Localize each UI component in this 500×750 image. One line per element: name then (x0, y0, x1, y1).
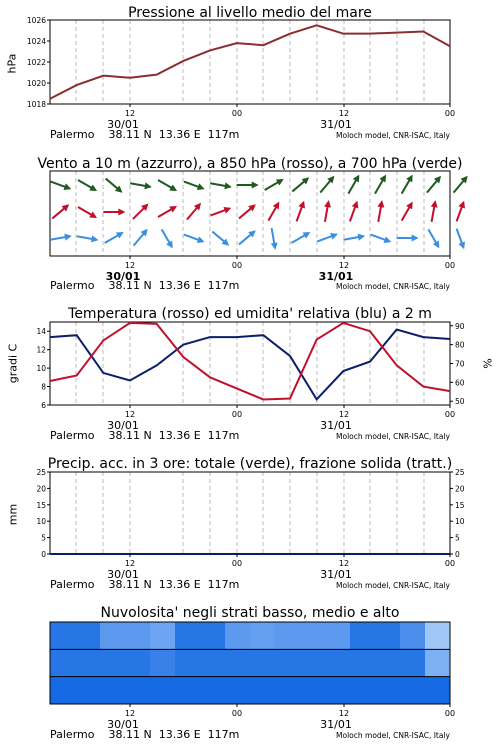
precip-xtick-label: 12 (338, 559, 350, 568)
cloud-cell-basso (225, 677, 251, 705)
humidity-ytick-label: 90 (455, 321, 465, 331)
cloud-cell-medio (200, 649, 226, 677)
precip-right-ytick-label: 5 (455, 533, 460, 543)
cloud-cell-alto (350, 622, 376, 650)
wind-title: Vento a 10 m (azzurro), a 850 hPa (rosso), a 700 hPa (verde) (37, 156, 463, 172)
precip-right-ytick-label: 20 (455, 484, 465, 494)
precip-date-label: 31/01 (320, 568, 352, 581)
cloud-cell-alto (300, 622, 326, 650)
precip-xtick-label: 00 (444, 559, 456, 568)
location-lon: 13.36 E (158, 128, 201, 141)
precip-right-ytick-label: 15 (455, 500, 465, 510)
credit-1: Moloch model, CNR-ISAC, Italy (336, 131, 450, 140)
pressure-ytick-label: 1024 (26, 37, 46, 46)
cloud-cell-medio (175, 649, 201, 677)
temp-date-label: 30/01 (107, 419, 139, 432)
location-alt: 117m (207, 429, 240, 442)
temp-xtick-label: 12 (338, 410, 350, 419)
cloud-cell-basso (150, 677, 176, 705)
cloud-cell-basso (275, 677, 301, 705)
pressure-ytick-label: 1020 (26, 79, 46, 88)
location-lat: 38.11 N (108, 128, 152, 141)
precip-right-ytick-label: 25 (455, 468, 465, 477)
location-name: Palermo (50, 429, 95, 442)
cloud-cell-alto (50, 622, 76, 650)
temp-date-label: 31/01 (320, 419, 352, 432)
cloud-cell-basso (300, 677, 326, 705)
temp-ytick-label: 12 (36, 345, 46, 355)
cloud-cell-medio (325, 649, 351, 677)
location-lon: 13.36 E (158, 578, 201, 591)
cloud-cell-basso (375, 677, 401, 705)
cloud-cell-medio (75, 649, 101, 677)
cloud-xtick-label: 00 (444, 709, 456, 718)
cloud-cell-medio (250, 649, 276, 677)
location-lat: 38.11 N (108, 279, 152, 292)
location-lon: 13.36 E (158, 429, 201, 442)
location-alt: 117m (207, 279, 240, 292)
cloud-cell-alto (125, 622, 151, 650)
temp-xtick-label: 00 (444, 410, 456, 419)
precip-xtick-label: 00 (231, 559, 243, 568)
cloud-date-label: 31/01 (320, 718, 352, 731)
cloud-cell-medio (350, 649, 376, 677)
pressure-title: Pressione al livello medio del mare (128, 5, 372, 21)
cloud-cell-alto (325, 622, 351, 650)
precip-right-ytick-label: 10 (455, 517, 465, 527)
cloud-xtick-label: 00 (231, 709, 243, 718)
pressure-ytick-label: 1018 (26, 100, 46, 109)
temp-xtick-label: 00 (231, 410, 243, 419)
pressure-xtick-label: 00 (444, 109, 456, 118)
location-info-5 (50, 728, 239, 741)
pressure-xtick-label: 12 (338, 109, 350, 118)
pressure-xtick-label: 00 (231, 109, 243, 118)
cloud-cell-basso (400, 677, 426, 705)
cloud-cell-alto (200, 622, 226, 650)
precip-ytick-label: 15 (36, 500, 46, 510)
cloud-cell-medio (125, 649, 151, 677)
temp-title: Temperatura (rosso) ed umidita' relativa (blu) a 2 m (68, 306, 432, 322)
cloud-cell-basso (200, 677, 226, 705)
cloud-cell-medio (375, 649, 401, 677)
precip-ytick-label: 10 (36, 517, 46, 527)
cloud-cell-medio (225, 649, 251, 677)
cloud-cell-basso (50, 677, 76, 705)
humidity-ytick-label: 50 (455, 397, 465, 407)
pressure-date-label: 30/01 (107, 118, 139, 131)
location-lon: 13.36 E (158, 279, 201, 292)
precip-date-label: 30/01 (107, 568, 139, 581)
temp-ytick-label: 10 (36, 364, 46, 374)
wind-date-label: 31/01 (318, 270, 354, 283)
precip-ytick-label: 20 (36, 484, 46, 494)
temp-ytick-label: 14 (36, 327, 46, 337)
location-name: Palermo (50, 578, 95, 591)
wind-xtick-label: 00 (444, 261, 456, 270)
location-lat: 38.11 N (108, 728, 152, 741)
wind-date-label: 30/01 (105, 270, 141, 283)
wind-xtick-label: 12 (338, 261, 350, 270)
cloud-cell-alto (100, 622, 126, 650)
cloud-cell-medio (50, 649, 76, 677)
cloud-cell-alto (400, 622, 426, 650)
temp-ylabel: gradi C (6, 343, 20, 384)
cloud-cell-medio (150, 649, 176, 677)
pressure-xtick-label: 12 (124, 109, 136, 118)
cloud-cell-basso (75, 677, 101, 705)
precip-ytick-label: 0 (41, 550, 46, 559)
cloud-cell-basso (350, 677, 376, 705)
cloud-cell-basso (175, 677, 201, 705)
wind-xtick-label: 00 (231, 261, 243, 270)
precip-xtick-label: 12 (124, 559, 136, 568)
cloud-cell-alto (175, 622, 201, 650)
location-lon: 13.36 E (158, 728, 201, 741)
wind-xtick-label: 12 (124, 261, 136, 270)
cloud-cell-alto (150, 622, 176, 650)
cloud-cell-alto (75, 622, 101, 650)
precip-ytick-label: 25 (36, 468, 46, 477)
humidity-ytick-label: 60 (455, 378, 465, 388)
cloud-cell-medio (100, 649, 126, 677)
cloud-title: Nuvolosita' negli strati basso, medio e alto (100, 605, 400, 621)
location-alt: 117m (207, 578, 240, 591)
humidity-ytick-label: 80 (455, 340, 465, 350)
location-name: Palermo (50, 128, 95, 141)
location-alt: 117m (207, 128, 240, 141)
credit-2: Moloch model, CNR-ISAC, Italy (336, 282, 450, 291)
cloud-cell-basso (325, 677, 351, 705)
precip-ylabel: mm (6, 503, 20, 526)
cloud-cell-basso (125, 677, 151, 705)
pressure-ylabel: hPa (5, 53, 19, 74)
location-alt: 117m (207, 728, 240, 741)
temp-ytick-label: 8 (41, 382, 46, 392)
precip-right-ytick-label: 0 (455, 550, 460, 559)
pressure-ytick-label: 1022 (26, 58, 46, 67)
pressure-ytick-label: 1026 (26, 16, 46, 25)
cloud-cell-medio (300, 649, 326, 677)
cloud-cell-alto (375, 622, 401, 650)
credit-3: Moloch model, CNR-ISAC, Italy (336, 432, 450, 441)
cloud-cell-medio (400, 649, 426, 677)
temp-xtick-label: 12 (124, 410, 136, 419)
cloud-cell-alto (425, 622, 451, 650)
cloud-cell-basso (250, 677, 276, 705)
location-name: Palermo (50, 279, 95, 292)
precip-title: Precip. acc. in 3 ore: totale (verde), frazione solida (tratt.) (47, 456, 453, 472)
cloud-cell-alto (250, 622, 276, 650)
temp-ytick-label: 6 (41, 401, 46, 410)
cloud-cell-medio (275, 649, 301, 677)
location-lat: 38.11 N (108, 429, 152, 442)
humidity-ylabel: % (481, 358, 495, 369)
cloud-cell-basso (425, 677, 451, 705)
cloud-cell-alto (225, 622, 251, 650)
cloud-cell-alto (275, 622, 301, 650)
credit-5: Moloch model, CNR-ISAC, Italy (336, 731, 450, 740)
credit-4: Moloch model, CNR-ISAC, Italy (336, 581, 450, 590)
cloud-date-label: 30/01 (107, 718, 139, 731)
location-name: Palermo (50, 728, 95, 741)
location-lat: 38.11 N (108, 578, 152, 591)
cloud-cell-basso (100, 677, 126, 705)
cloud-xtick-label: 12 (124, 709, 136, 718)
humidity-ytick-label: 70 (455, 359, 465, 369)
cloud-cell-medio (425, 649, 451, 677)
precip-ytick-label: 5 (41, 533, 46, 543)
cloud-xtick-label: 12 (338, 709, 350, 718)
pressure-date-label: 31/01 (320, 118, 352, 131)
